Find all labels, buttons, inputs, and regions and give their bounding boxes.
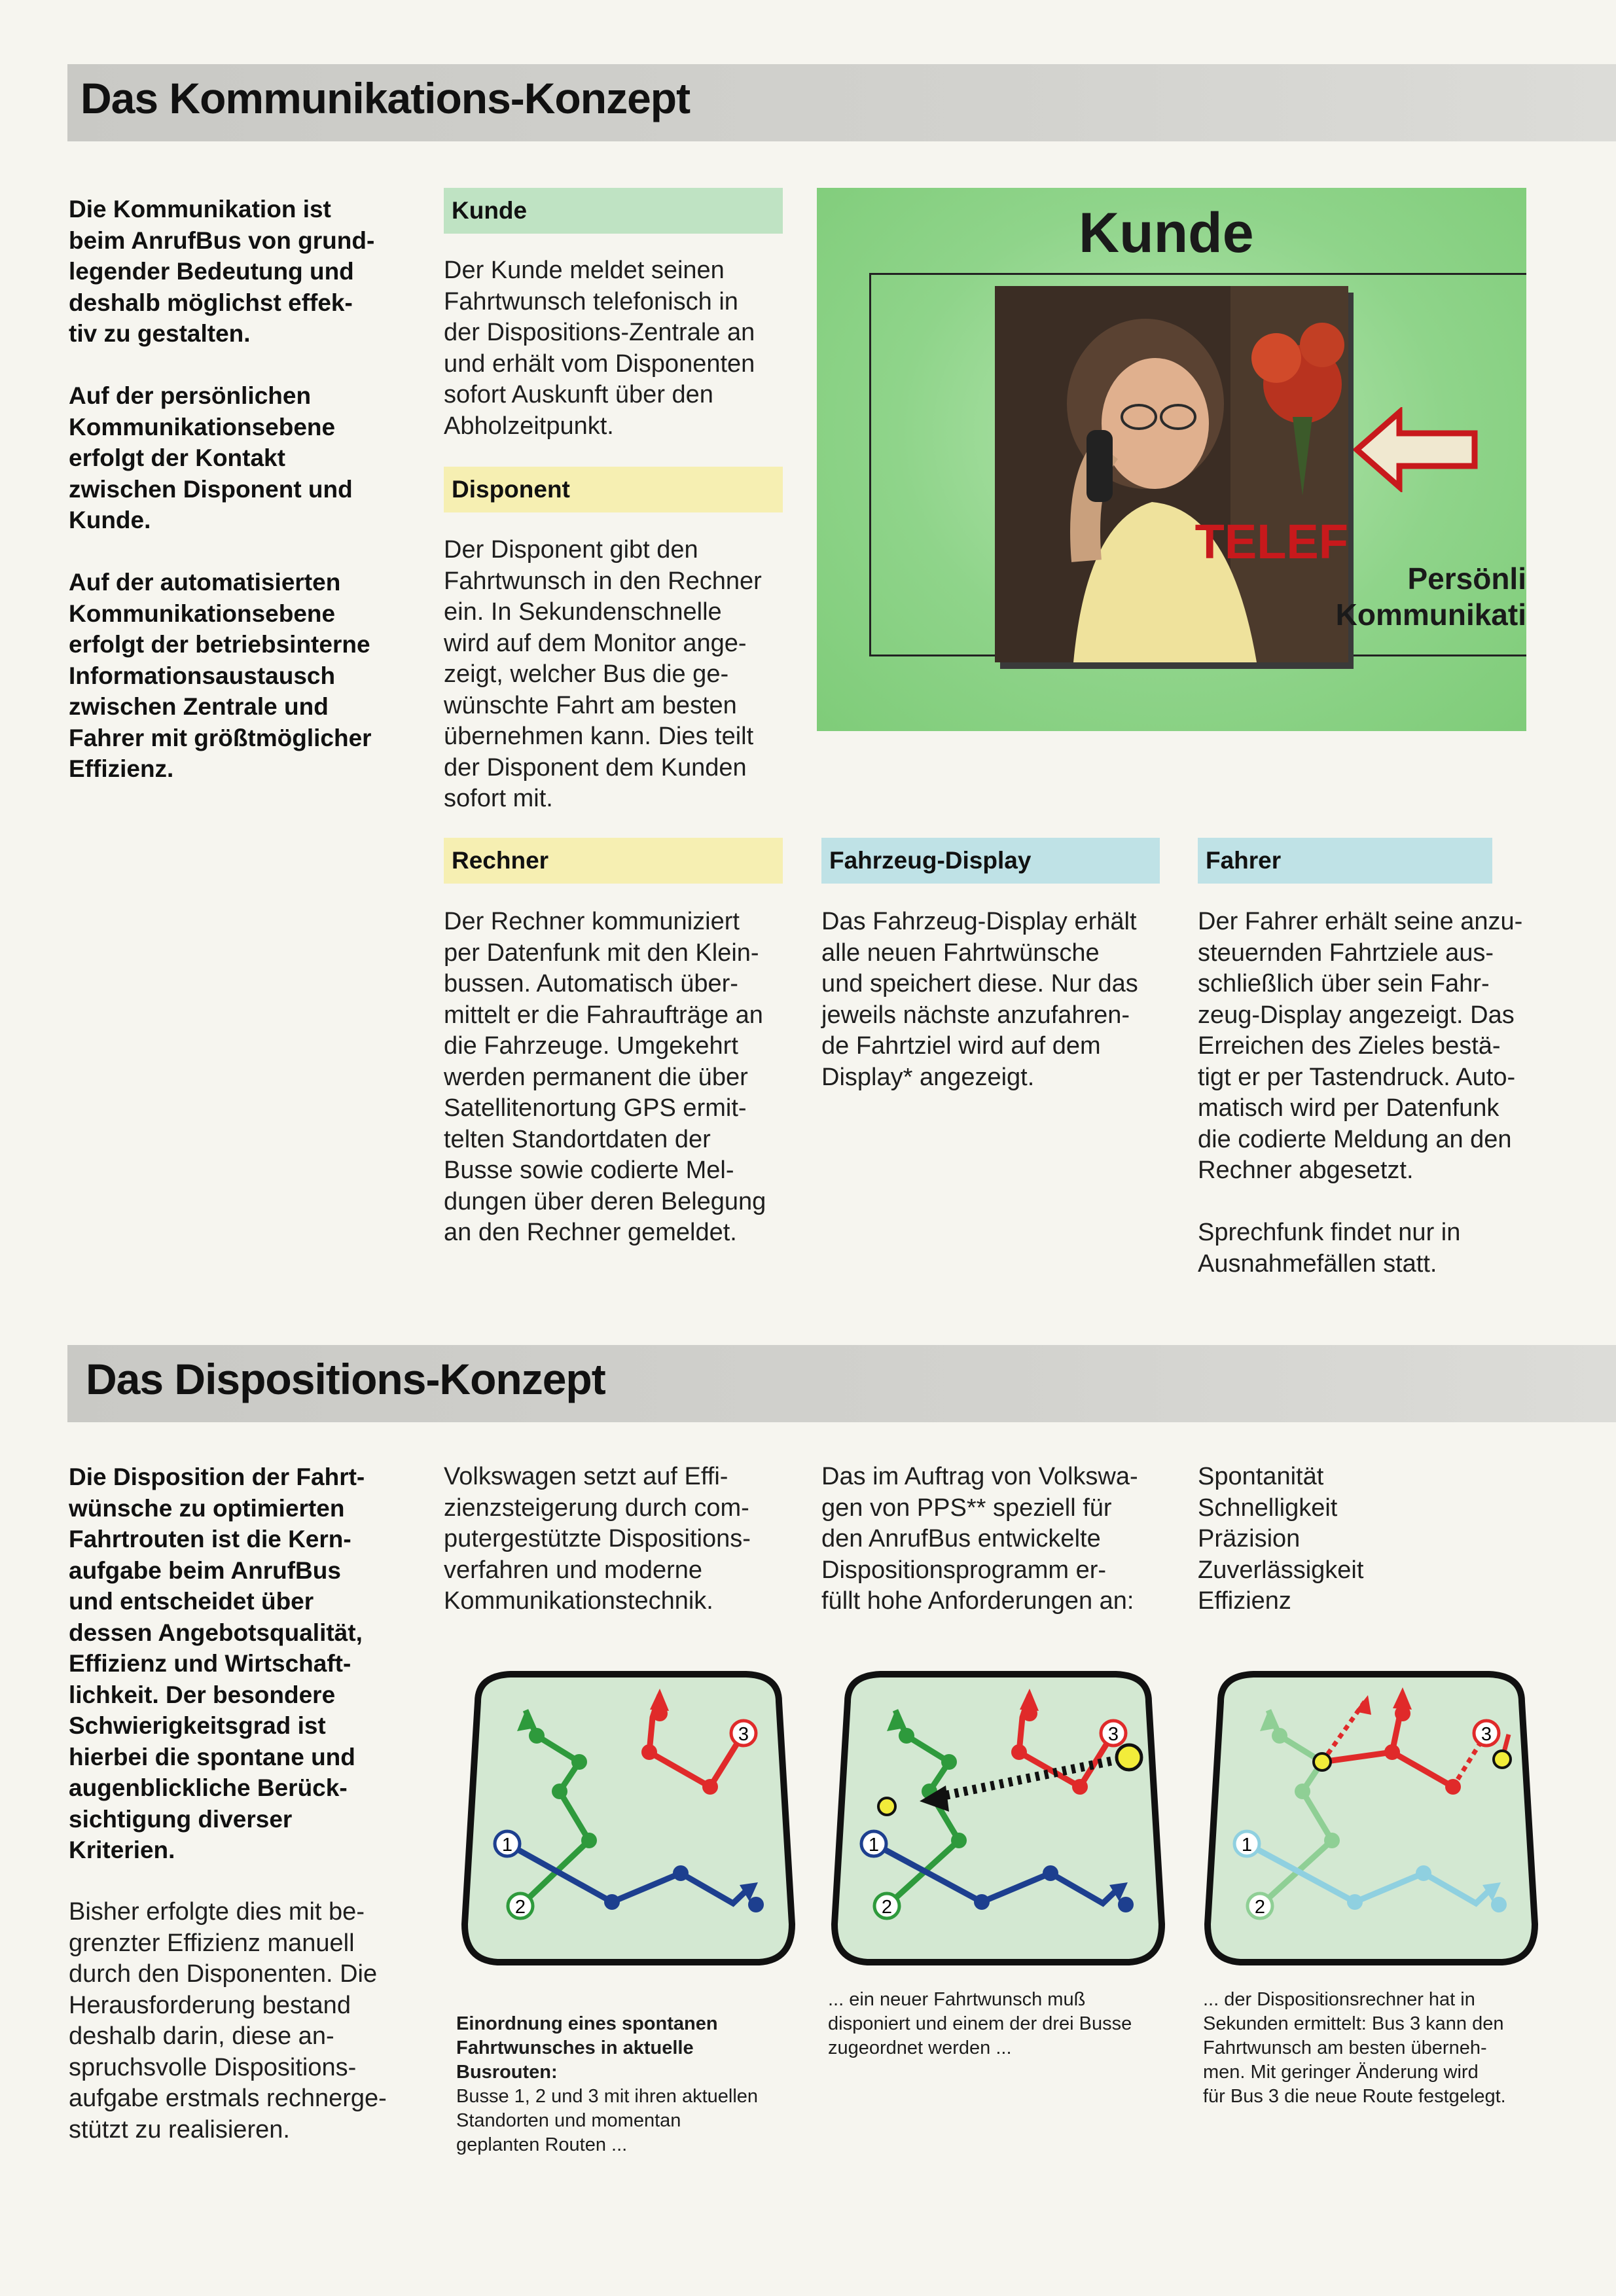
caption-screen-3: ... der Dispositionsrechner hat in Sekunden ermittelt: Bus 3 kann den Fahrtwunsch am besten überneh- men. Mit geringer Änderung wird für Bus 3 die neue Route festgelegt. xyxy=(1203,1989,1506,2107)
bus-1-label: 1 xyxy=(501,1835,513,1856)
fahrzeug-display-header: Fahrzeug-Display xyxy=(821,838,1160,884)
fahrer-header: Fahrer xyxy=(1198,838,1492,884)
bus-1-label: 1 xyxy=(1241,1835,1253,1856)
route-diagram-assigned xyxy=(1194,1662,1548,1977)
rechner-text: Der Rechner kommuniziert per Datenfunk mit den Klein- bussen. Automatisch über- mittelt er die Fahraufträge an die Fahrzeuge. Umgekehrt werden permanent die über Satellitenortung GPS ermit- telten Standortdaten der Busse sowie codierte Mel- dungen über deren Belegung an den Rechner gemeldet. xyxy=(444,908,766,1246)
kunde-header: Kunde xyxy=(444,188,783,234)
route-diagram-new-request xyxy=(821,1662,1175,1977)
customer-photo xyxy=(995,286,1348,662)
disponent-text: Der Disponent gibt den Fahrtwunsch in den Rechner ein. In Sekundenschnelle wird auf dem Monitor ange- zeigt, welcher Bus die ge- wünschte Fahrt am besten übernehmen kann. Dies teilt der Disponent dem Kunden sofort mit. xyxy=(444,536,762,812)
caption-screen-1 xyxy=(456,1988,810,2181)
section-title-disposition: Das Dispositions-Konzept xyxy=(86,1355,605,1403)
caption-screen-1-rest: Busse 1, 2 und 3 mit ihren aktuellen Standorten und momentan geplanten Routen ... xyxy=(456,2086,759,2155)
communication-lead-text: Die Kommunikation ist beim AnrufBus von grund- legender Bedeutung und deshalb möglichst effek- tiv zu gestalten. Auf der persönlichen Kommunikationsebene erfolgt der Kontakt zwischen Disponent und Kunde. Auf der automatisierten Kommunikationsebene erfolgt der betriebsinterne Informationsaustausch zwischen Zentrale und Fahrer mit größtmöglicher Effizienz. xyxy=(69,196,375,782)
disposition-lead-text: Die Disposition der Fahrt- wünsche zu optimierten Fahrtrouten ist die Kern- aufgabe beim AnrufBus und entscheidet über dessen Angebotsqualität, Effizienz und Wirtschaft- lichkeit. Der besondere Schwierigkeitsgrad ist hierbei die spontane und augenblickliche Berück- sichtigung diverser Kriterien. xyxy=(69,1463,365,1863)
bus-2-label: 2 xyxy=(881,1897,893,1918)
bus-1-label: 1 xyxy=(868,1835,880,1856)
fahrzeug-display-text: Das Fahrzeug-Display erhält alle neuen Fahrtwünsche und speichert diese. Nur das jeweils nächste anzufahren- de Fahrtziel wird auf dem Display* angezeigt. xyxy=(821,908,1138,1091)
kunde-text: Der Kunde meldet seinen Fahrtwunsch telefonisch in der Dispositions-Zentrale an und erhält vom Disponenten sofort Auskunft über den Abholzeitpunkt. xyxy=(444,257,755,440)
route-diagram-current xyxy=(452,1662,805,1977)
route-screen-1 xyxy=(452,1662,805,1980)
rechner-header: Rechner xyxy=(444,838,783,884)
caption-screen-1-bold: Einordnung eines spontanen Fahrtwunsches in aktuelle Busrouten: xyxy=(456,2013,718,2083)
caption-screen-2: ... ein neuer Fahrtwunsch muß disponiert und einem der drei Busse zugeordnet werden ... xyxy=(828,1989,1132,2058)
personal-communication-label: Persönli Kommunikati xyxy=(1335,562,1526,632)
bus-3-label: 3 xyxy=(738,1724,749,1745)
bus-3-label: 3 xyxy=(1481,1724,1492,1745)
bus-3-label: 3 xyxy=(1107,1724,1119,1745)
volkswagen-text: Volkswagen setzt auf Effi- zienzsteigerung durch com- putergestützte Dispositions- verfahren und moderne Kommunikationstechnik. xyxy=(444,1463,751,1615)
route-screen-3 xyxy=(1194,1662,1548,1980)
section-title-bar-disposition xyxy=(67,1345,1616,1422)
pps-text: Das im Auftrag von Volkswa- gen von PPS** speziell für den AnrufBus entwickelte Dispositionsprogramm er- füllt hohe Anforderungen an: xyxy=(821,1463,1138,1615)
bus-2-label: 2 xyxy=(514,1897,526,1918)
section-title-bar-communication xyxy=(67,64,1616,141)
disponent-header: Disponent xyxy=(444,467,783,512)
fahrer-text: Der Fahrer erhält seine anzu- steuernden Fahrtziele aus- schließlich über sein Fahr- zeug-Display angezeigt. Das Erreichen des Zieles bestä- tigt er per Tastendruck. Auto- matisch wird per Datenfunk die codierte Meldung an den Rechner abgesetzt. Sprechfunk findet nur in Ausnahmefällen statt. xyxy=(1198,908,1523,1278)
telefon-label: TELEF xyxy=(1194,514,1348,569)
customer-photo-panel xyxy=(817,188,1526,731)
requirements-list: Spontanität Schnelligkeit Präzision Zuverlässigkeit Effizienz xyxy=(1198,1463,1364,1615)
bus-2-label: 2 xyxy=(1254,1897,1266,1918)
route-screen-2 xyxy=(821,1662,1175,1980)
section-title-communication: Das Kommunikations-Konzept xyxy=(81,74,691,122)
disposition-body-text: Bisher erfolgte dies mit be- grenzter Effizienz manuell durch den Disponenten. Die Herausforderung bestand deshalb darin, diese an- spruchsvolle Dispositions- aufgabe erstmals rechnerge- stützt zu realisieren. xyxy=(69,1898,387,2144)
left-arrow-icon xyxy=(1354,407,1478,492)
photo-panel-title: Kunde xyxy=(1079,202,1254,264)
customer-on-phone-illustration xyxy=(995,286,1348,662)
